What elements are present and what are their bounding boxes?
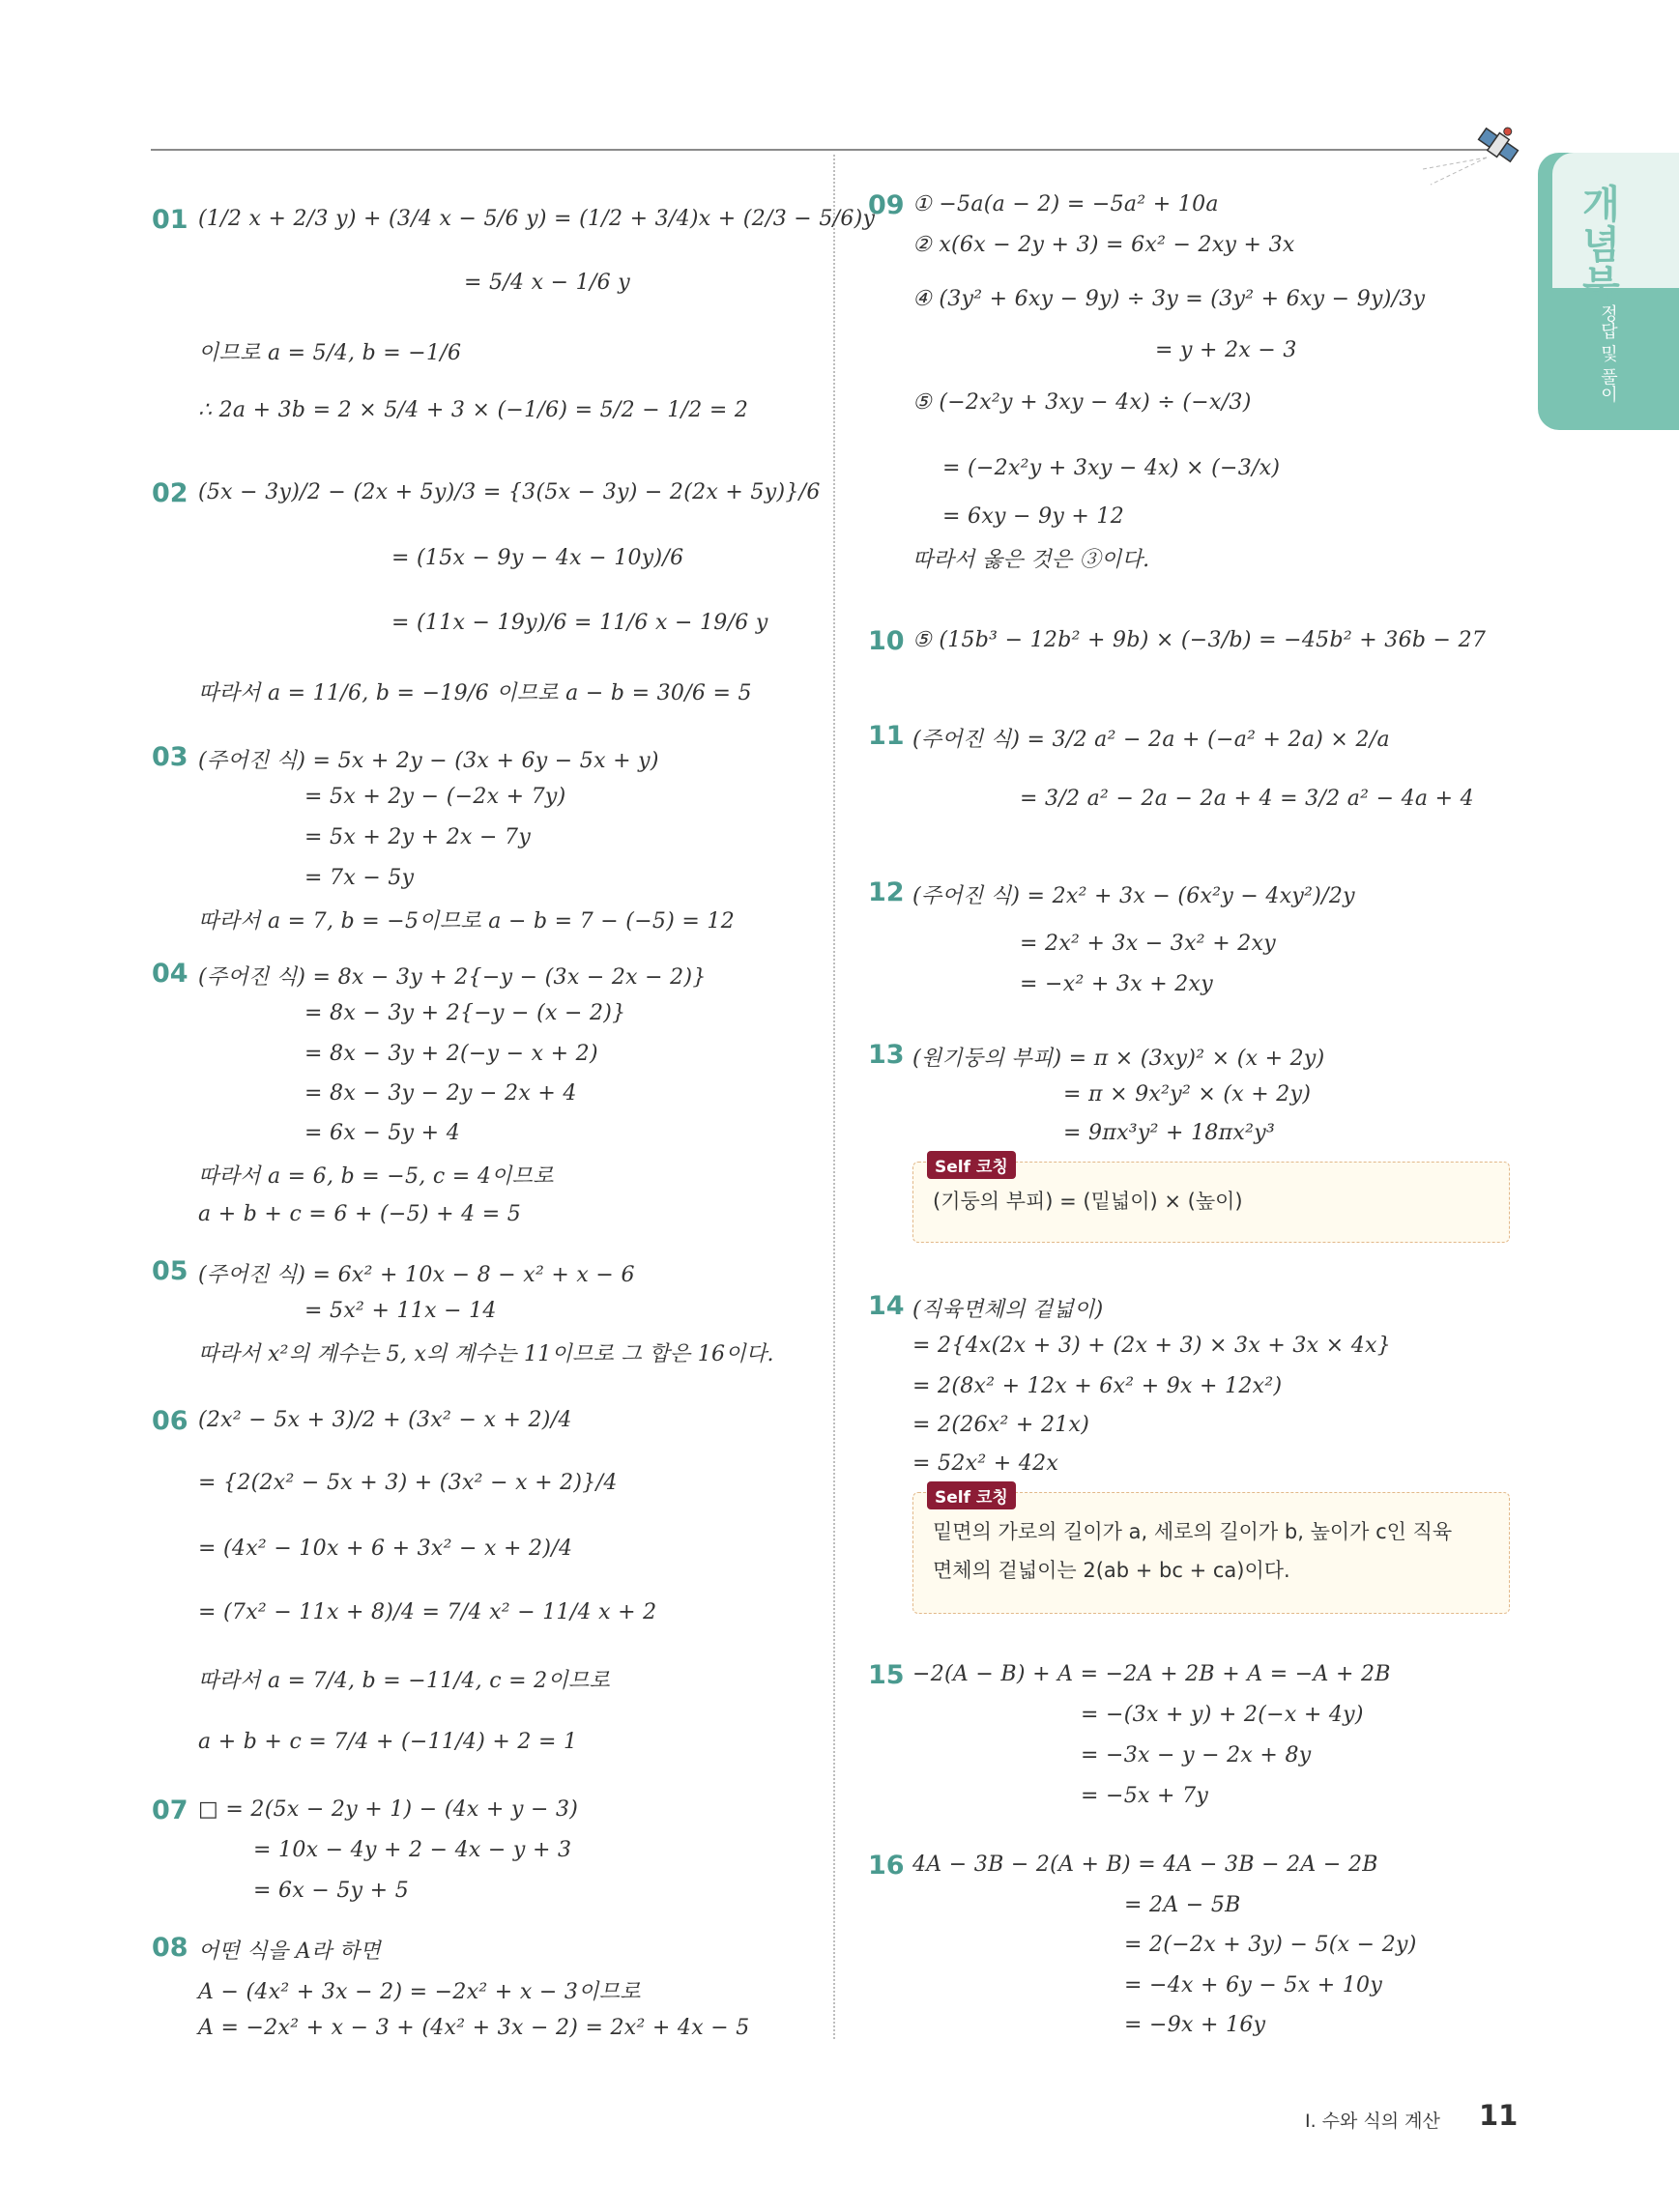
solution-line: = −x² + 3x + 2xy	[1020, 972, 1213, 996]
solution-line: (주어진 식) = 8x − 3y + 2{−y − (3x − 2x − 2)}	[198, 965, 707, 990]
solution-line: = {2(2x² − 5x + 3) + (3x² − x + 2)}/4	[198, 1471, 618, 1495]
solution-line: = (15x − 9y − 4x − 10y)/6	[391, 546, 684, 570]
solution-line: = y + 2x − 3	[1155, 338, 1297, 362]
problem-number: 14	[868, 1291, 905, 1321]
solution-line: = 8x − 3y − 2y − 2x + 4	[304, 1081, 577, 1106]
solution-line: = 8x − 3y + 2{−y − (x − 2)}	[304, 1001, 626, 1025]
problem-number: 12	[868, 877, 905, 907]
solution-line: = 6x − 5y + 5	[253, 1879, 409, 1903]
problem-number: 01	[152, 205, 188, 235]
solution-line: = −9x + 16y	[1124, 2013, 1266, 2037]
solution-line: = −3x − y − 2x + 8y	[1081, 1743, 1312, 1767]
footer-chapter: Ⅰ. 수와 식의 계산	[1305, 2111, 1440, 2132]
solution-line: = 2(8x² + 12x + 6x² + 9x + 12x²)	[912, 1374, 1283, 1398]
solution-line: = (4x² − 10x + 6 + 3x² − x + 2)/4	[198, 1537, 573, 1561]
self-coaching-box	[912, 1158, 1510, 1243]
solution-line: a + b + c = 7/4 + (−11/4) + 2 = 1	[198, 1730, 578, 1754]
solution-line: 따라서 a = 7, b = −5이므로 a − b = 7 − (−5) = 12	[198, 909, 736, 934]
problem-number: 11	[868, 721, 905, 751]
solution-line: = −5x + 7y	[1081, 1784, 1209, 1808]
solution-line: ① −5a(a − 2) = −5a² + 10a	[912, 192, 1219, 216]
solution-line: 따라서 a = 7/4, b = −11/4, c = 2이므로	[198, 1669, 611, 1693]
problem-number: 07	[152, 1795, 188, 1825]
solution-line: = 2{4x(2x + 3) + (2x + 3) × 3x + 3x × 4x}	[912, 1334, 1391, 1358]
problem-number: 13	[868, 1040, 905, 1070]
solution-line: = −(3x + y) + 2(−x + 4y)	[1081, 1703, 1364, 1727]
solution-line: (원기둥의 부피) = π × (3xy)² × (x + 2y)	[912, 1047, 1325, 1071]
solution-line: 이므로 a = 5/4, b = −1/6	[198, 341, 462, 365]
solution-line: ④ (3y² + 6xy − 9y) ÷ 3y = (3y² + 6xy − 9y)/3y	[912, 287, 1426, 311]
solution-line: A − (4x² + 3x − 2) = −2x² + x − 3이므로	[198, 1980, 641, 2004]
solution-line: (2x² − 5x + 3)/2 + (3x² − x + 2)/4	[198, 1408, 572, 1432]
solution-line: = (−2x²y + 3xy − 4x) × (−3/x)	[942, 456, 1281, 480]
solution-line: = 5x + 2y − (−2x + 7y)	[304, 785, 566, 809]
solution-line: = π × 9x²y² × (x + 2y)	[1063, 1082, 1312, 1106]
solution-line: = (7x² − 11x + 8)/4 = 7/4 x² − 11/4 x + 2	[198, 1600, 657, 1624]
problem-number: 06	[152, 1406, 188, 1436]
side-tab-section: 정답 및 풀이	[1598, 304, 1618, 403]
problem-number: 02	[152, 478, 188, 508]
solution-line: (주어진 식) = 6x² + 10x − 8 − x² + x − 6	[198, 1263, 635, 1287]
solution-line: = 6xy − 9y + 12	[942, 504, 1125, 529]
solution-line: (5x − 3y)/2 − (2x + 5y)/3 = {3(5x − 3y) − 2(2x + 5y)}/6	[198, 480, 821, 504]
solution-line: = 3/2 a² − 2a − 2a + 4 = 3/2 a² − 4a + 4	[1020, 787, 1474, 811]
solution-line: □ = 2(5x − 2y + 1) − (4x + y − 3)	[198, 1797, 579, 1822]
solution-line: (주어진 식) = 3/2 a² − 2a + (−a² + 2a) × 2/a	[912, 728, 1390, 752]
satellite-icon	[1421, 111, 1537, 188]
solution-line: = −4x + 6y − 5x + 10y	[1124, 1973, 1383, 1997]
solution-line: ⑤ (−2x²y + 3xy − 4x) ÷ (−x/3)	[912, 390, 1252, 415]
solution-line: 어떤 식을 A라 하면	[198, 1939, 381, 1964]
solution-line: = 7x − 5y	[304, 866, 415, 890]
solution-line: 따라서 옳은 것은 ③이다.	[912, 548, 1150, 572]
solution-line: (1/2 x + 2/3 y) + (3/4 x − 5/6 y) = (1/2 + 3/4)x + (2/3 − 5/6)y	[198, 207, 876, 231]
solution-line: 따라서 a = 6, b = −5, c = 4이므로	[198, 1164, 554, 1189]
solution-line: = 9πx³y² + 18πx²y³	[1063, 1121, 1276, 1145]
solution-line: (주어진 식) = 5x + 2y − (3x + 6y − 5x + y)	[198, 749, 659, 773]
coaching-text: 밑면의 가로의 길이가 a, 세로의 길이가 b, 높이가 c인 직육	[933, 1520, 1453, 1543]
solution-line: a + b + c = 6 + (−5) + 4 = 5	[198, 1202, 522, 1226]
page-number: 11	[1479, 2099, 1519, 2132]
solution-line: −2(A − B) + A = −2A + 2B + A = −A + 2B	[912, 1662, 1391, 1686]
self-coaching-badge: Self 코칭	[927, 1481, 1016, 1509]
solution-line: (직육면체의 겉넓이)	[912, 1298, 1104, 1322]
solution-line: = 2A − 5B	[1124, 1893, 1241, 1917]
solution-line: = 2x² + 3x − 3x² + 2xy	[1020, 932, 1276, 956]
coaching-text: 면체의 겉넓이는 2(ab + bc + ca)이다.	[933, 1559, 1290, 1582]
column-divider	[833, 155, 835, 2039]
solution-line: = 2(26x² + 21x)	[912, 1413, 1090, 1437]
solution-line: = 8x − 3y + 2(−y − x + 2)	[304, 1042, 598, 1066]
solution-line: = 5/4 x − 1/6 y	[464, 271, 630, 295]
solution-line: 4A − 3B − 2(A + B) = 4A − 3B − 2A − 2B	[912, 1853, 1378, 1877]
solution-line: = 5x² + 11x − 14	[304, 1299, 497, 1323]
problem-number: 05	[152, 1256, 188, 1286]
solution-line: = 10x − 4y + 2 − 4x − y + 3	[253, 1838, 572, 1862]
self-coaching-box	[912, 1488, 1510, 1614]
solution-line: 따라서 x²의 계수는 5, x의 계수는 11이므로 그 합은 16이다.	[198, 1342, 774, 1366]
solution-line: = 52x² + 42x	[912, 1451, 1059, 1476]
problem-number: 16	[868, 1851, 905, 1881]
coaching-text: (기둥의 부피) = (밑넓이) × (높이)	[933, 1190, 1243, 1213]
solution-line: ∴ 2a + 3b = 2 × 5/4 + 3 × (−1/6) = 5/2 − 1/2 = 2	[198, 398, 749, 422]
solution-line: ② x(6x − 2y + 3) = 6x² − 2xy + 3x	[912, 233, 1295, 257]
solution-line: = 6x − 5y + 4	[304, 1121, 460, 1145]
solution-line: (주어진 식) = 2x² + 3x − (6x²y − 4xy²)/2y	[912, 884, 1355, 908]
problem-number: 10	[868, 626, 905, 656]
solution-line: ⑤ (15b³ − 12b² + 9b) × (−3/b) = −45b² + 36b − 27	[912, 628, 1487, 652]
problem-number: 03	[152, 742, 188, 772]
solution-line: = 2(−2x + 3y) − 5(x − 2y)	[1124, 1933, 1417, 1957]
problem-number: 08	[152, 1933, 188, 1963]
header-rule	[151, 149, 1494, 151]
self-coaching-badge: Self 코칭	[927, 1151, 1016, 1179]
solution-line: = 5x + 2y + 2x − 7y	[304, 825, 532, 849]
problem-number: 15	[868, 1660, 905, 1690]
problem-number: 09	[868, 190, 905, 220]
problem-number: 04	[152, 959, 188, 989]
solution-line: 따라서 a = 11/6, b = −19/6 이므로 a − b = 30/6 = 5	[198, 681, 752, 705]
side-tab-book: 개념북	[1576, 184, 1620, 305]
solution-line: A = −2x² + x − 3 + (4x² + 3x − 2) = 2x² + 4x − 5	[198, 2016, 750, 2040]
solution-line: = (11x − 19y)/6 = 11/6 x − 19/6 y	[391, 611, 768, 635]
